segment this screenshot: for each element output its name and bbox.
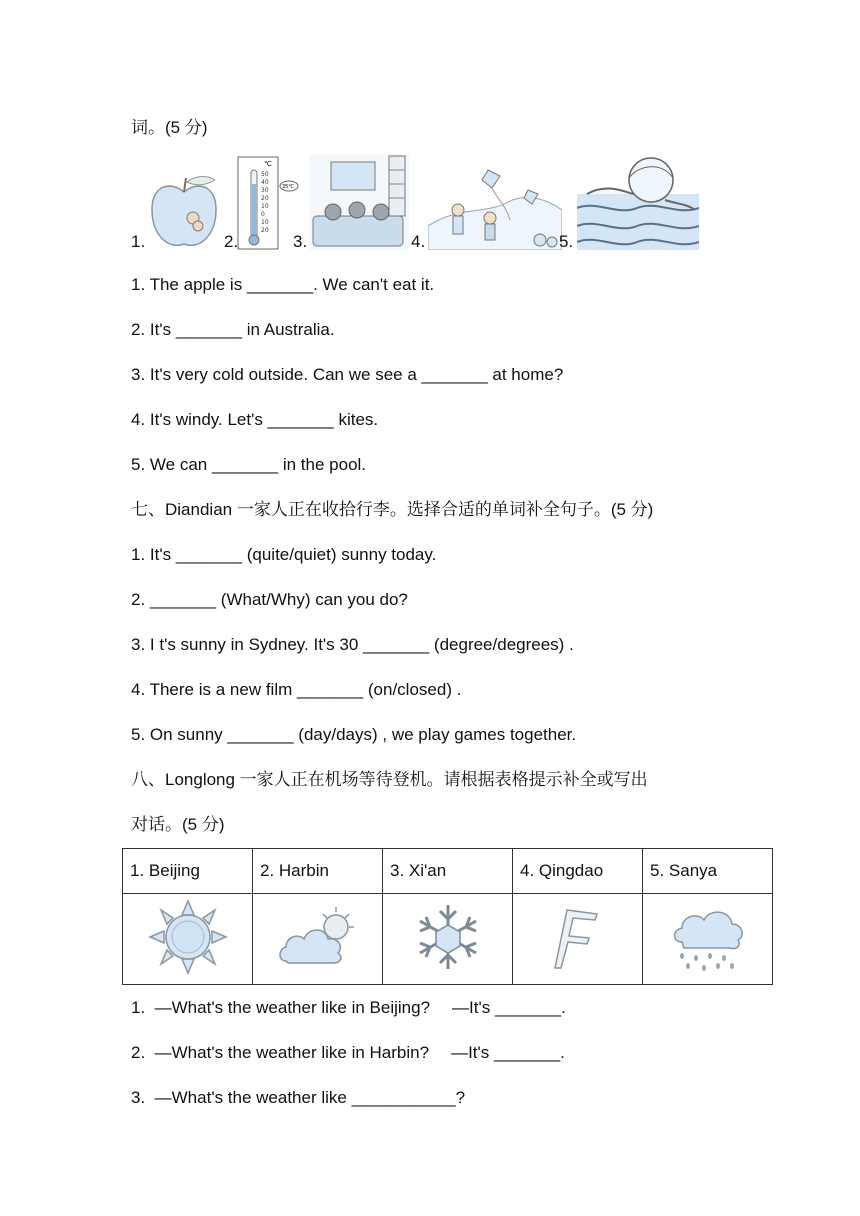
- section7-item-5: 5. On sunny _______ (day/days) , we play games together.: [131, 725, 577, 744]
- snowflake-icon: [408, 901, 488, 973]
- section6-item-4: 4. It's windy. Let's _______ kites.: [131, 410, 379, 429]
- section7-item-1: 1. It's _______ (quite/quiet) sunny today.: [131, 545, 437, 564]
- wind-icon: [543, 902, 613, 972]
- section7-title: 七、Diandian 一家人正在收拾行李。选择合适的单词补全句子。(5 分): [131, 500, 654, 519]
- svg-text:20: 20: [261, 227, 269, 234]
- city-cell-4: 4. Qingdao: [513, 849, 643, 894]
- sun-cloud-icon: [276, 905, 360, 969]
- city-cell-3: 3. Xi'an: [383, 849, 513, 894]
- dialog-2: 2. —What's the weather like in Harbin? —It's _______.: [131, 1043, 565, 1062]
- svg-text:10: 10: [261, 203, 269, 210]
- picture-row: [131, 152, 731, 256]
- weather-cell-4: [513, 894, 643, 985]
- rain-cloud-icon: [668, 902, 748, 972]
- svg-text:0: 0: [261, 211, 265, 218]
- weather-cell-3: [383, 894, 513, 985]
- picture-number-4: 4.: [411, 232, 426, 251]
- sun-icon: [148, 899, 228, 975]
- weather-cell-5: [643, 894, 773, 985]
- section6-item-3: 3. It's very cold outside. Can we see a _______ at home?: [131, 365, 564, 384]
- picture-number-5: 5.: [559, 232, 574, 251]
- section6-item-5: 5. We can _______ in the pool.: [131, 455, 367, 474]
- city-cell-2: 2. Harbin: [253, 849, 383, 894]
- section6-item-2: 2. It's _______ in Australia.: [131, 320, 335, 339]
- apple-icon: [149, 174, 219, 250]
- dialog-2-question: —What's the weather like in Harbin?: [154, 1043, 430, 1062]
- svg-text:30: 30: [261, 187, 269, 194]
- svg-text:40: 40: [261, 179, 269, 186]
- section7-item-2: 2. _______ (What/Why) can you do?: [131, 590, 408, 609]
- weather-cell-1: [123, 894, 253, 985]
- svg-text:20: 20: [261, 195, 269, 202]
- picture-number-3: 3.: [293, 232, 308, 251]
- section8-title-line2: 对话。(5 分): [131, 815, 225, 834]
- kite-flying-icon: [428, 166, 562, 250]
- tv-room-icon: [309, 154, 409, 250]
- thermometer-icon: [237, 156, 299, 250]
- intro-tail: 词。(5 分): [131, 118, 208, 137]
- city-cell-5: 5. Sanya: [643, 849, 773, 894]
- dialog-1: 1. —What's the weather like in Beijing? —It's _______.: [131, 998, 566, 1017]
- thermometer-reading: 35℃: [282, 184, 294, 190]
- weather-cell-2: [253, 894, 383, 985]
- dialog-3-question: —What's the weather like ___________?: [154, 1088, 466, 1107]
- section7-item-4: 4. There is a new film _______ (on/closed) .: [131, 680, 462, 699]
- picture-number-2: 2.: [224, 232, 239, 251]
- dialog-1-question: —What's the weather like in Beijing?: [154, 998, 431, 1017]
- weather-table: [122, 848, 773, 985]
- dialog-2-answer: —It's _______.: [451, 1043, 565, 1062]
- section8-title-line1: 八、Longlong 一家人正在机场等待登机。请根据表格提示补全或写出: [131, 770, 648, 789]
- swimming-icon: [577, 154, 699, 250]
- section6-item-1: 1. The apple is _______. We can't eat it.: [131, 275, 435, 294]
- svg-text:50: 50: [261, 171, 269, 178]
- svg-text:10: 10: [261, 219, 269, 226]
- thermometer-unit: ℃: [264, 160, 272, 168]
- section7-item-3: 3. I t's sunny in Sydney. It's 30 _______ (degree/degrees) .: [131, 635, 574, 654]
- dialog-1-answer: —It's _______.: [452, 998, 566, 1017]
- picture-number-1: 1.: [131, 232, 146, 251]
- city-cell-1: 1. Beijing: [123, 849, 253, 894]
- dialog-3: 3. —What's the weather like ___________?: [131, 1088, 466, 1107]
